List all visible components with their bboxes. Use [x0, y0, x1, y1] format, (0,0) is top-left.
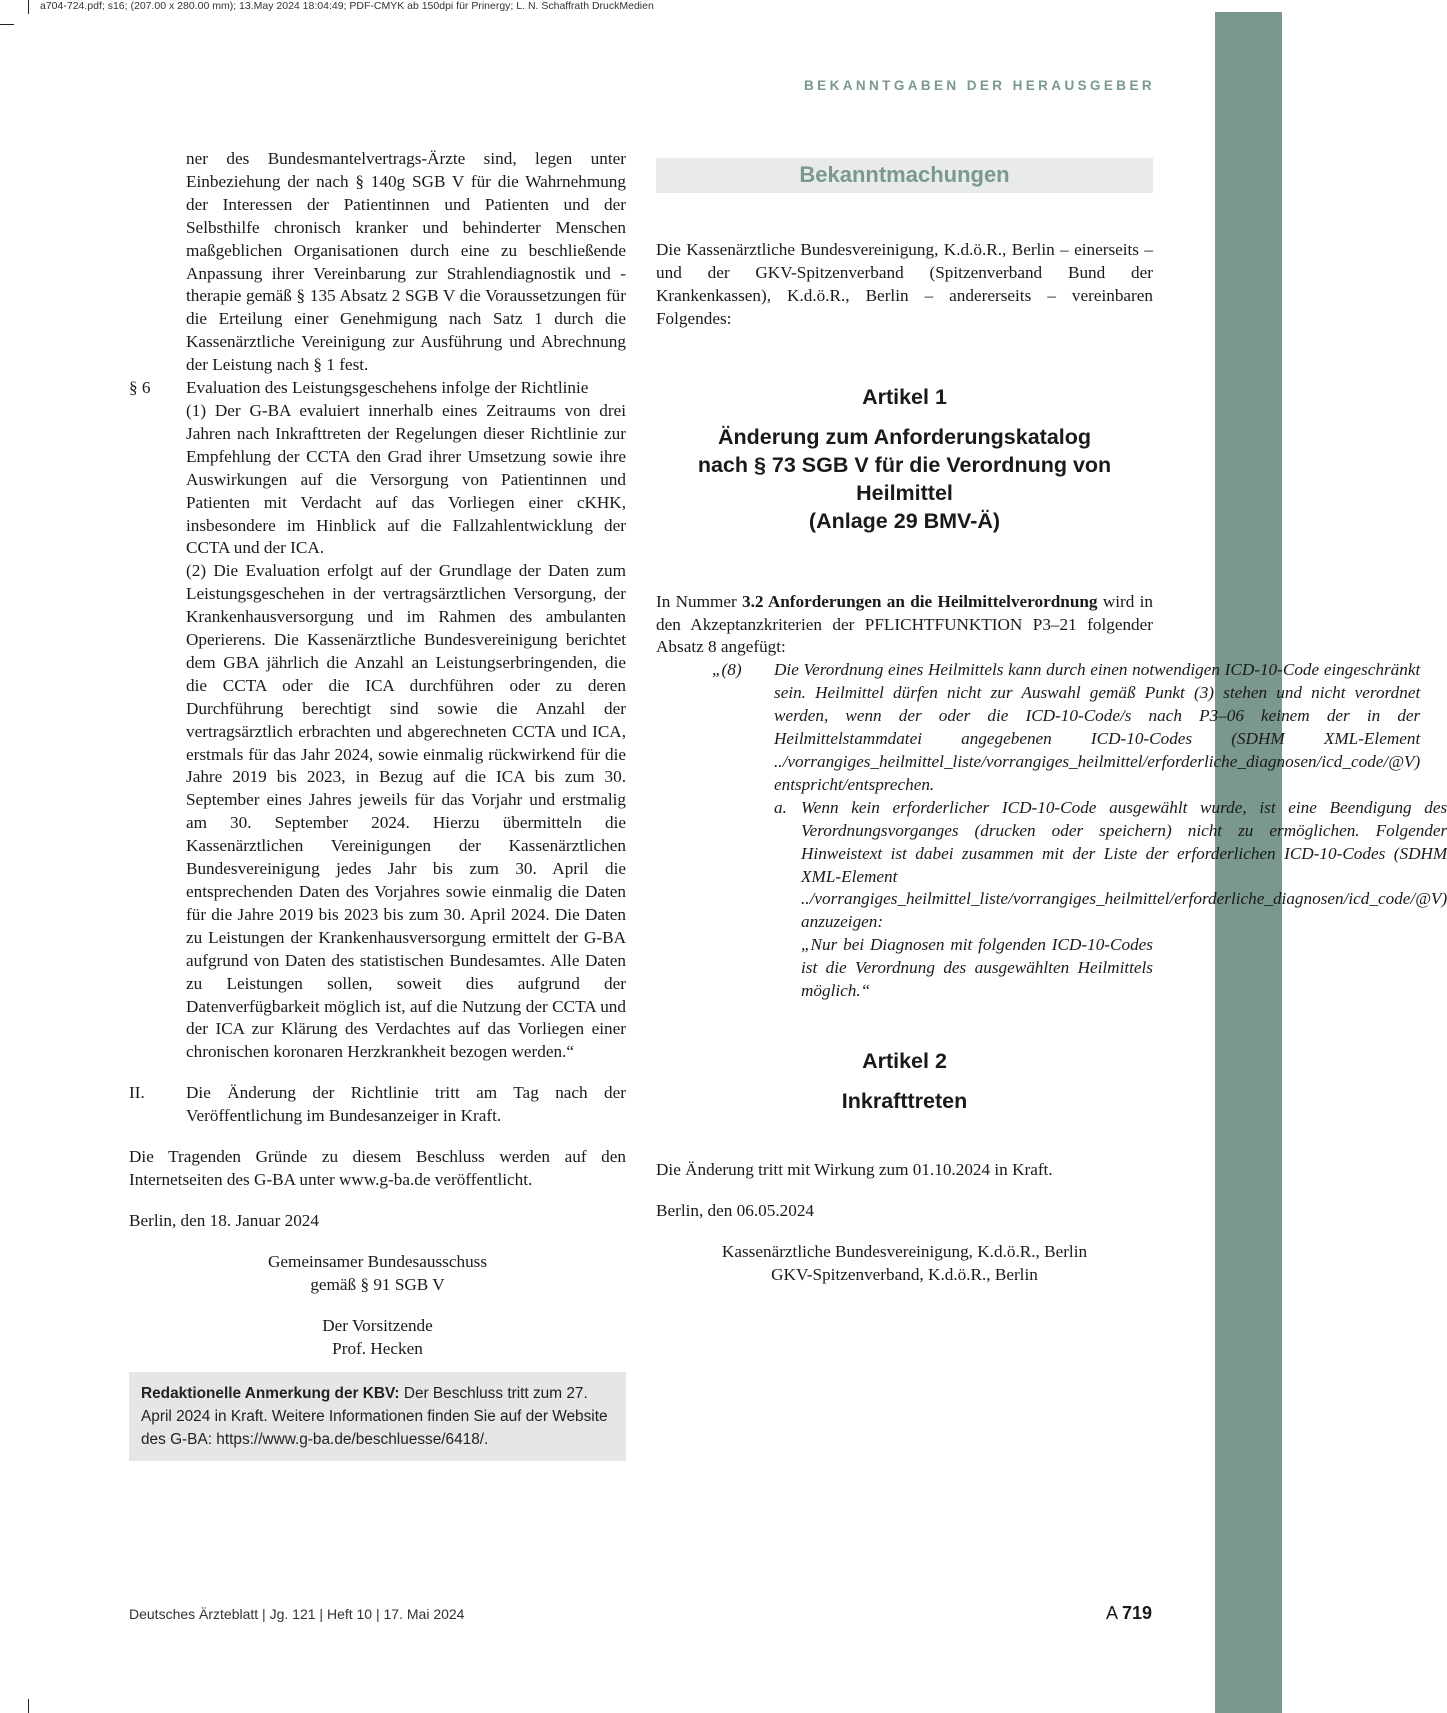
signature-org: GKV-Spitzenverband, K.d.ö.R., Berlin: [771, 1264, 1038, 1284]
quoted-clause-8: [656, 659, 1421, 796]
section-number: II.: [129, 1083, 145, 1103]
section-number: § 6: [129, 378, 151, 398]
page-number-value: 719: [1121, 1603, 1152, 1623]
crop-mark: [28, 1699, 29, 1713]
date-line: Berlin, den 06.05.2024: [656, 1200, 815, 1220]
article-2-label: Artikel 2: [862, 1048, 947, 1073]
section-paragraph-1: (1) Der G-BA evaluiert innerhalb eines Zeitraums von drei Jahren nach Inkrafttreten der Regelungen dieser Richtlinie zur Empfehlung der CCTA den Grad ihrer Umsetzung sowie ihre Auswirkungen auf die Versorgung von Patientinnen und Patienten mit Verdacht auf das Vorliegen einer cKHK, insbesondere im Hinblick auf die Fallzahlentwicklung der CCTA und der ICA.: [186, 400, 626, 558]
article-1-bold-ref: 3.2 Anforderungen an die Heilmittelverordnung: [742, 591, 1098, 611]
clause-item-letter: a.: [774, 797, 787, 817]
clause-item-quote: „Nur bei Diagnosen mit folgenden ICD-10-Codes ist die Verordnung des ausgewählten Heilmittels möglich.“: [801, 935, 1153, 1001]
signature-org: Kassenärztliche Bundesvereinigung, K.d.ö.R., Berlin: [721, 1241, 1088, 1261]
signature-org: Gemeinsamer Bundesausschuss: [267, 1251, 488, 1271]
note-text: Der Beschluss tritt zum 27. April 2024 in Kraft. Weitere Informationen finden Sie auf der Website des G-BA: https://www.g-ba.de/beschluesse/6418/.: [141, 1385, 608, 1449]
crop-mark: [28, 0, 29, 14]
left-column: [129, 148, 626, 1461]
clause-item-a: [656, 797, 1447, 934]
clause-number: „(8): [712, 660, 742, 680]
print-info-line: a704-724.pdf; s16; (207.00 x 280.00 mm); 13.May 2024 18:04:49; PDF-CMYK ab 150dpi für Prinergy; L. N. Schaffrath DruckMedien: [40, 0, 654, 12]
article-1-text: wird in den Akzeptanzkriterien der PFLICHTFUNKTION P3–21 folgender Absatz 8 angefügt:: [656, 591, 1153, 657]
section-text: Die Änderung der Richtlinie tritt am Tag nach der Veröffentlichung im Bundesanzeiger in Kraft.: [186, 1083, 626, 1126]
note-label: Redaktionelle Anmerkung der KBV:: [141, 1385, 400, 1403]
issue-date: 17. Mai 2024: [383, 1606, 465, 1622]
section-title-bar: [656, 158, 1153, 193]
volume: Jg. 121: [269, 1606, 316, 1622]
article-1-title-line: Änderung zum Anforderungskatalog: [717, 424, 1092, 449]
journal-name: Deutsches Ärzteblatt: [129, 1606, 259, 1622]
clause-item-text: Wenn kein erforderlicher ICD-10-Code ausgewählt wurde, ist eine Beendigung des Verordnungsvorganges (drucken oder speichern) nicht zu ermöglichen. Folgender Hinweistext ist dabei zusammen mit der Liste der erforderlichen ICD-10-Codes (SDHM XML-Element ../vorrangiges_heilmittel_liste/vorrangiges_heilmittel/erforderliche_diagnosen/icd_code/@V) anzuzeigen:: [801, 797, 1447, 932]
right-column: [656, 158, 1447, 1287]
footer-citation: Deutsches Ärzteblatt | Jg. 121 | Heft 10 | 17. Mai 2024: [129, 1606, 465, 1622]
section-title: Evaluation des Leistungsgeschehens infolge der Richtlinie: [186, 378, 589, 398]
article-2-title: Inkrafttreten: [841, 1088, 968, 1113]
reasons-text: Die Tragenden Gründe zu diesem Beschluss werden auf den Internetseiten des G-BA unter www.g-ba.de veröffentlicht.: [129, 1147, 626, 1189]
signature-org-legal: gemäß § 91 SGB V: [310, 1274, 445, 1294]
running-head: BEKANNTGABEN DER HERAUSGEBER: [804, 78, 1155, 93]
paragraph-continuation: ner des Bundesmantelvertrags-Ärzte sind, legen unter Einbeziehung der nach § 140g SGB V für die Wahrnehmung der Interessen der Patientinnen und Patienten und der Selbsthilfe chronisch kranker und behinderter Menschen maßgeblichen Organisationen durch eine zu beschließende Anpassung ihrer Vereinbarung zur Strahlendiagnostik und -therapie gemäß § 135 Absatz 2 SGB V die Voraussetzungen für die Erteilung einer Genehmigung nach Satz 1 durch die Kassenärztliche Vereinigung zur Ausführung und Abrechnung der Leistung nach § 1 fest.: [186, 149, 626, 375]
page-number: [1106, 1603, 1152, 1624]
reasons-paragraph: [129, 1146, 626, 1192]
clause-text: Die Verordnung eines Heilmittels kann durch einen notwendigen ICD-10-Code eingeschränkt sein. Heilmittel dürfen nicht zur Auswahl gemäß Punkt (3) stehen und nicht verordnet werden, wenn der oder die ICD-10-Code/s nach P3–06 keinem der in der Heilmittelstammdatei angegebenen ICD-10-Codes (SDHM XML-Element ../vorrangiges_heilmittel_liste/vorrangiges_heilmittel/erforderliche_diagnosen/icd_code/@V) entspricht/entsprechen.: [774, 660, 1421, 794]
article-1-title-line: nach § 73 SGB V für die Verordnung von Heilmittel: [697, 452, 1112, 505]
section-paragraph-2: (2) Die Evaluation erfolgt auf der Grundlage der Daten zum Leistungsgeschehen in der vertragsärztlichen Versorgung, der Krankenhausversorgung und im Rahmen des ambulanten Operierens. Die Kassenärztliche Bundesvereinigung berichtet dem GBA jährlich die Anzahl an Leistungserbringenden, die die CCTA oder die ICA durchführen oder zu deren Durchführung berechtigt sind sowie die Anzahl der vertragsärztlich erbrachten und abgerechneten CCTA und ICA, erstmals für das Jahr 2024, sowie einmalig rückwirkend für die Jahre 2019 bis 2023, in Bezug auf die ICA bis zum 30. September eines Jahres jeweils für das Vorjahr und erstmalig am 30. September 2024. Hierzu übermitteln die Kassenärztlichen Vereinigungen der Kassenärztlichen Bundesvereinigung jedes Jahr bis zum 30. April die entsprechenden Daten des Vorjahres sowie einmalig die Daten für die Jahre 2019 bis 2023 bis zum 30. April 2024. Die Daten zu Leistungen der Krankenhausversorgung ermittelt der G-BA aufgrund von Daten des statistischen Bundesamtes. Alle Daten zu Leistungen sollen, soweit dies aufgrund der Datenverfügbarkeit möglich ist, auf die Nutzung der CCTA und der ICA zur Klärung des Verdachtes auf das Vorliegen einer chronischen koronaren Herzkrankheit bezogen werden.“: [186, 561, 626, 1062]
article-1-label: Artikel 1: [862, 384, 947, 409]
article-1-text: In Nummer: [656, 591, 742, 611]
section-II: [129, 1082, 626, 1128]
signature-name: Prof. Hecken: [332, 1338, 423, 1358]
date-line: Berlin, den 18. Januar 2024: [129, 1210, 319, 1230]
article-2-text: Die Änderung tritt mit Wirkung zum 01.10.2024 in Kraft.: [656, 1159, 1053, 1179]
crop-mark: [0, 24, 14, 25]
signature-role: Der Vorsitzende: [322, 1315, 433, 1335]
article-1-paragraph: [656, 591, 1153, 660]
section-6: [129, 377, 626, 1064]
section-title: Bekanntmachungen: [799, 162, 1010, 188]
editorial-note: [129, 1372, 626, 1461]
page-prefix: A: [1105, 1603, 1122, 1623]
intro-paragraph: Die Kassenärztliche Bundesvereinigung, K.d.ö.R., Berlin – einerseits – und der GKV-Spitzenverband (Spitzenverband Bund der Krankenkassen), K.d.ö.R., Berlin – andererseits – vereinbaren Folgendes:: [656, 240, 1153, 328]
article-1-title-line: (Anlage 29 BMV-Ä): [808, 508, 1001, 533]
issue: Heft 10: [326, 1606, 373, 1622]
